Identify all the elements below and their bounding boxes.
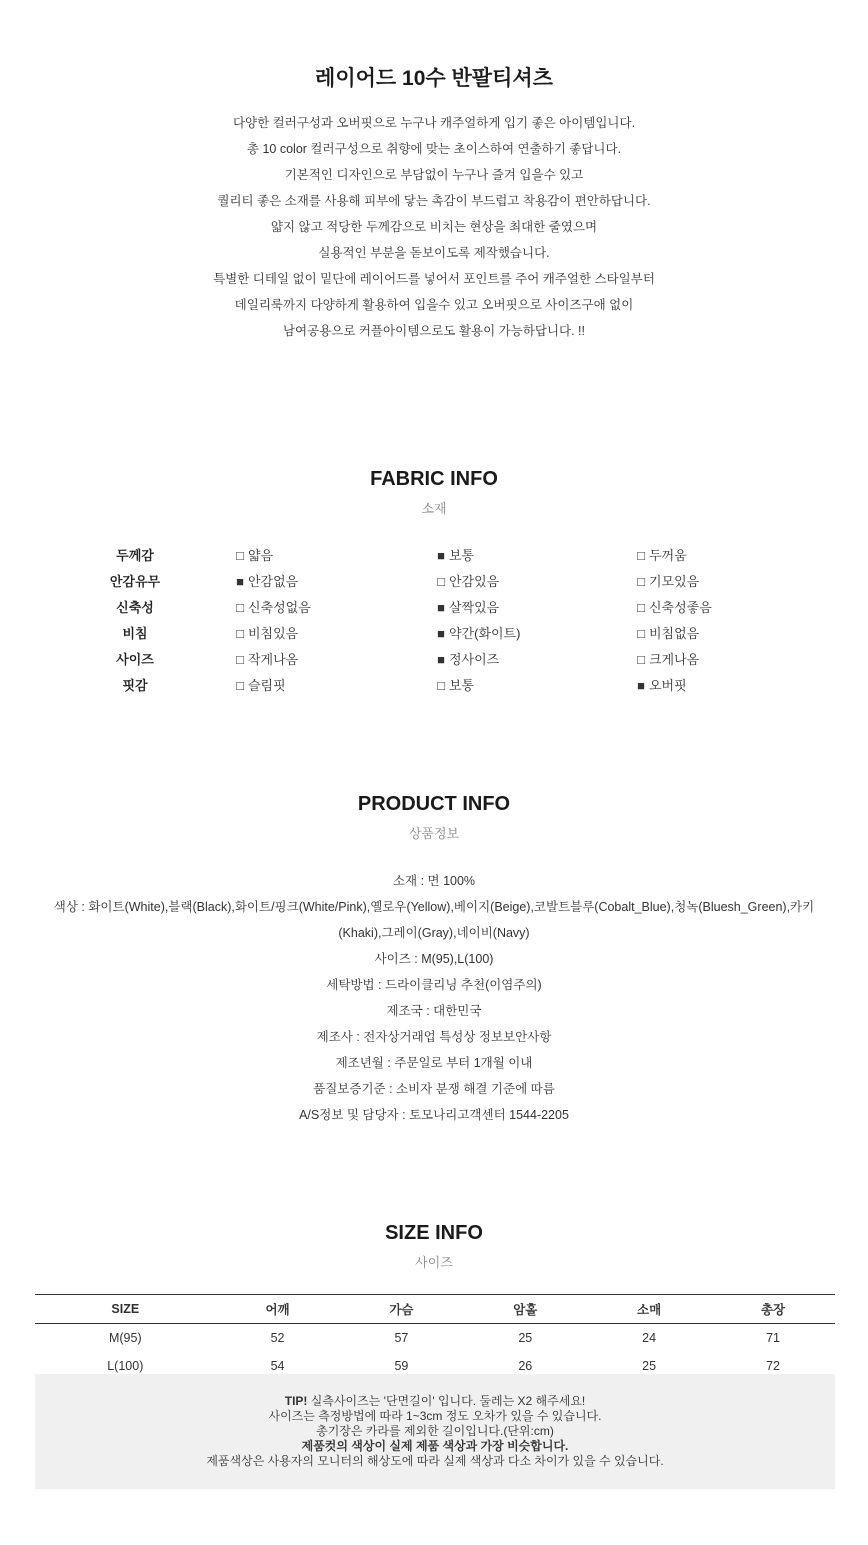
size-table-header: 소매: [587, 1295, 711, 1324]
product-info-list: [40, 868, 828, 1128]
table-cell: 71: [766, 1331, 780, 1345]
description-line: 특별한 디테일 없이 밑단에 레이어드를 넣어서 포인트를 주어 캐주얼한 스타일부터: [213, 272, 655, 286]
checkbox-icon: □: [437, 574, 445, 589]
checkbox-icon: □: [236, 678, 244, 693]
fabric-option-label: 두꺼움: [649, 548, 687, 563]
fabric-row: [0, 545, 868, 571]
fabric-option: [436, 623, 520, 642]
table-cell: 25: [642, 1359, 657, 1373]
description-line: 남여공용으로 커플아이템으로도 활용이 가능하답니다. !!: [282, 324, 586, 338]
description-line: 기본적인 디자인으로 부담없이 누구나 즐겨 입을수 있고: [284, 168, 584, 182]
table-cell: M(95): [108, 1331, 142, 1345]
fabric-option: [636, 623, 699, 642]
size-tip-box: [35, 1374, 835, 1489]
fabric-option-label: 정사이즈: [449, 652, 500, 667]
fabric-option: [436, 675, 474, 694]
checkbox-icon: □: [637, 548, 645, 563]
fabric-option: [235, 571, 298, 590]
product-info-line: 사이즈 : M(95),L(100): [374, 952, 494, 966]
size-info-subtitle: 사이즈: [415, 1255, 453, 1270]
checkbox-icon: □: [236, 652, 244, 667]
fabric-option-label: 신축성좋음: [649, 600, 712, 615]
table-cell: 26: [518, 1359, 533, 1373]
fabric-option-label: 기모있음: [649, 574, 700, 589]
size-info-title: SIZE INFO: [385, 1222, 483, 1244]
checkbox-icon: ■: [236, 574, 244, 589]
fabric-option-label: 작게나옴: [248, 652, 299, 667]
product-info-line: 소재 : 면 100%: [392, 874, 476, 888]
product-info-title: PRODUCT INFO: [357, 793, 511, 815]
fabric-option: [636, 597, 712, 616]
fabric-option: [235, 623, 298, 642]
description-line: 다양한 컬러구성과 오버핏으로 누구나 캐주얼하게 입기 좋은 아이템입니다.: [232, 116, 636, 130]
product-info-subtitle: 상품정보: [408, 826, 460, 841]
table-cell: L(100): [107, 1359, 144, 1373]
fabric-option: [235, 597, 311, 616]
fabric-option: [636, 571, 699, 590]
fabric-label: 안감유무: [109, 574, 161, 589]
checkbox-icon: □: [437, 678, 445, 693]
table-cell: 54: [270, 1359, 285, 1373]
fabric-option-label: 신축성없음: [248, 600, 311, 615]
fabric-option-label: 안감있음: [449, 574, 500, 589]
description-line: 총 10 color 컬러구성으로 취향에 맞는 초이스하여 연출하기 좋답니다.: [246, 142, 622, 156]
checkbox-icon: ■: [437, 600, 445, 615]
size-table-header: SIZE: [35, 1295, 216, 1324]
tip-line: 사이즈는 측정방법에 따라 1~3cm 정도 오차가 있을 수 있습니다.: [268, 1409, 602, 1423]
product-info-line: 색상 : 화이트(White),블랙(Black),화이트/핑크(White/Pink),옐로우(Yellow),베이지(Beige),코발트블루(Cobalt_Blue),청녹(Bluesh_Green),카키: [53, 900, 815, 914]
table-row: [35, 1324, 835, 1353]
checkbox-icon: ■: [437, 548, 445, 563]
checkbox-icon: □: [236, 600, 244, 615]
fabric-option-label: 얇음: [248, 548, 274, 563]
fabric-label: 사이즈: [116, 652, 154, 667]
product-info-line: 제조년월 : 주문일로 부터 1개월 이내: [335, 1056, 533, 1070]
fabric-option-label: 오버핏: [649, 678, 687, 693]
checkbox-icon: □: [236, 548, 244, 563]
checkbox-icon: □: [637, 574, 645, 589]
table-cell: 59: [394, 1359, 409, 1373]
fabric-option: [636, 675, 687, 694]
product-info-line: (Khaki),그레이(Gray),네이비(Navy): [338, 926, 530, 940]
fabric-label: 두께감: [116, 548, 154, 563]
tip-text: 실측사이즈는 '단면길이' 입니다. 둘레는 X2 해주세요!: [310, 1394, 586, 1408]
fabric-option-label: 보통: [449, 678, 475, 693]
description-line: 퀄리티 좋은 소재를 사용해 피부에 닿는 촉감이 부드럽고 착용감이 편안하답니다.: [217, 194, 651, 208]
product-info-line: 제조국 : 대한민국: [386, 1004, 482, 1018]
description-line: 실용적인 부분을 돋보이도록 제작했습니다.: [318, 246, 550, 260]
checkbox-icon: □: [637, 626, 645, 641]
fabric-label: 핏감: [122, 678, 148, 693]
tip-line-emphasis: 제품컷의 색상이 실제 제품 색상과 가장 비슷합니다.: [301, 1439, 569, 1453]
size-table-header-row: [35, 1295, 835, 1324]
description-line: 얇지 않고 적당한 두께감으로 비치는 현상을 최대한 줄였으며: [270, 220, 598, 234]
fabric-option-label: 보통: [449, 548, 475, 563]
fabric-row: [0, 649, 868, 675]
fabric-option: [436, 545, 474, 564]
fabric-option: [235, 675, 286, 694]
fabric-row: [0, 623, 868, 649]
fabric-label: 비침: [122, 626, 148, 641]
fabric-label: 신축성: [116, 600, 154, 615]
table-cell: 52: [270, 1331, 285, 1345]
product-info-line: A/S정보 및 담당자 : 토모나리고객센터 1544-2205: [299, 1108, 569, 1122]
fabric-option-label: 비침없음: [649, 626, 700, 641]
tip-line: 총기장은 카라를 제외한 길이입니다.(단위:cm): [316, 1424, 554, 1438]
product-info-line: 품질보증기준 : 소비자 분쟁 해결 기준에 따름: [313, 1082, 555, 1096]
fabric-info-subtitle: 소재: [421, 501, 447, 516]
fabric-row: [0, 597, 868, 623]
product-description: [0, 113, 868, 347]
table-cell: 24: [642, 1331, 657, 1345]
checkbox-icon: ■: [437, 652, 445, 667]
checkbox-icon: ■: [437, 626, 445, 641]
fabric-option: [235, 649, 298, 668]
fabric-row: [0, 675, 868, 701]
checkbox-icon: ■: [637, 678, 645, 693]
table-cell: 25: [518, 1331, 533, 1345]
size-table-header: 어깨: [216, 1295, 340, 1324]
fabric-option: [436, 597, 499, 616]
fabric-option-label: 살짝있음: [449, 600, 500, 615]
fabric-option-label: 약간(화이트): [449, 626, 521, 641]
product-info-line: 제조사 : 전자상거래업 특성상 정보보안사항: [316, 1030, 552, 1044]
size-table-header: 가슴: [339, 1295, 463, 1324]
size-table: [35, 1294, 835, 1380]
fabric-option: [235, 545, 273, 564]
fabric-info-title: FABRIC INFO: [370, 468, 498, 490]
size-table-header: 총장: [711, 1295, 835, 1324]
description-line: 데일리룩까지 다양하게 활용하여 입을수 있고 오버핏으로 사이즈구애 없이: [234, 298, 634, 312]
product-title: 레이어드 10수 반팔티셔츠: [315, 67, 553, 90]
tip-line: [35, 1394, 835, 1409]
tip-line: 제품색상은 사용자의 모니터의 해상도에 따라 실제 색상과 다소 차이가 있을 수 있습니다.: [206, 1454, 664, 1468]
checkbox-icon: □: [236, 626, 244, 641]
fabric-option: [636, 545, 687, 564]
tip-label: TIP!: [284, 1394, 308, 1408]
table-cell: 72: [766, 1359, 780, 1373]
product-info-line: 세탁방법 : 드라이클리닝 추천(이염주의): [326, 978, 542, 992]
checkbox-icon: □: [637, 600, 645, 615]
fabric-option-label: 슬림핏: [248, 678, 286, 693]
fabric-option: [436, 571, 499, 590]
fabric-row: [0, 571, 868, 597]
size-table-header: 암홀: [463, 1295, 587, 1324]
fabric-option: [636, 649, 699, 668]
fabric-option-label: 안감없음: [248, 574, 299, 589]
fabric-option-label: 비침있음: [248, 626, 299, 641]
checkbox-icon: □: [637, 652, 645, 667]
fabric-option: [436, 649, 499, 668]
table-cell: 57: [394, 1331, 409, 1345]
fabric-option-label: 크게나옴: [649, 652, 700, 667]
